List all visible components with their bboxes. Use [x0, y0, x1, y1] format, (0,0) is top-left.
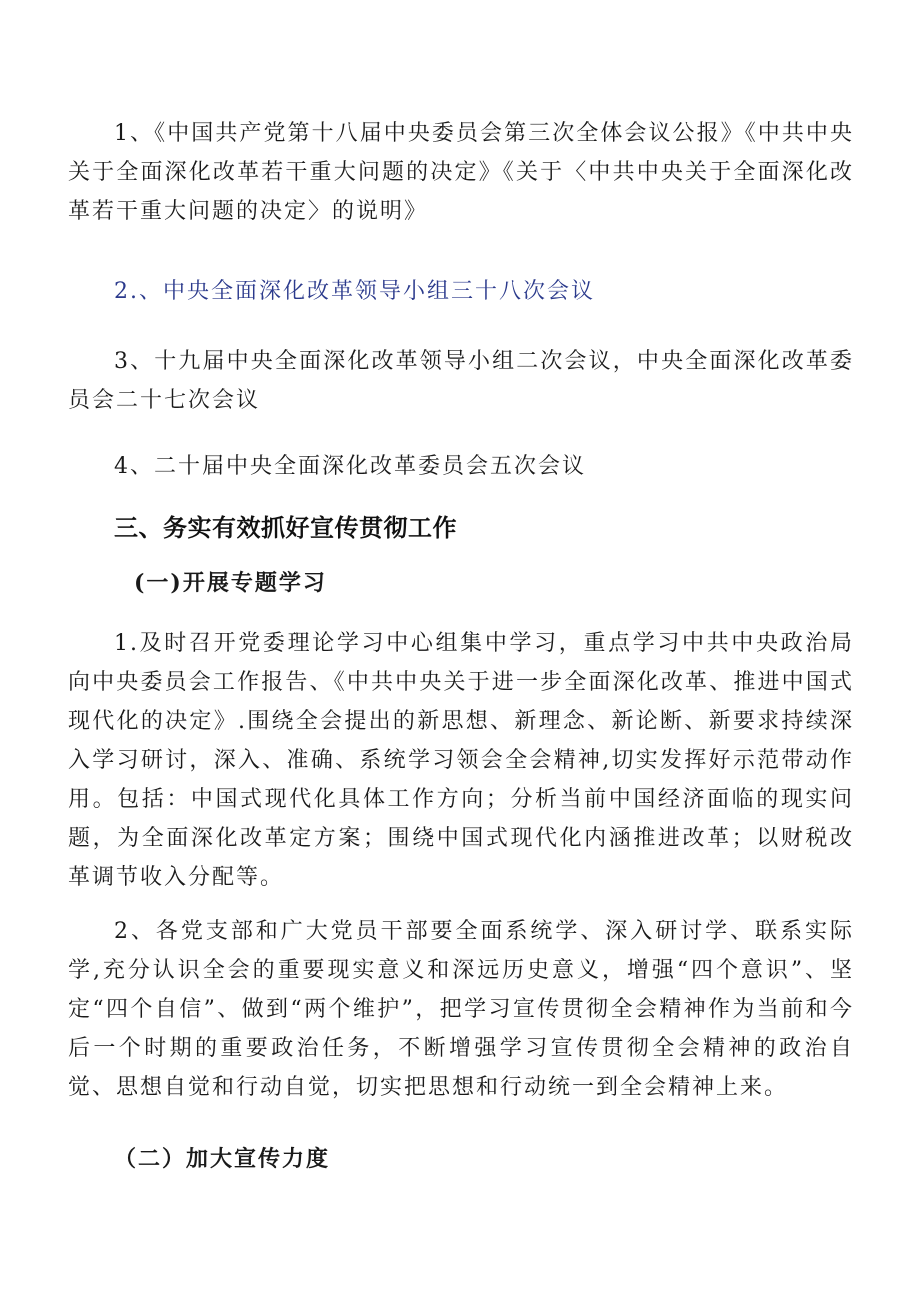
section-heading-3: 三、务实有效抓好宣传贯彻工作 — [114, 514, 457, 542]
list-item-3: 3、十九届中央全面深化改革领导小组二次会议，中央全面深化改革委员会二十七次会议 — [68, 349, 854, 413]
subsection-1-item-2: 2、各党支部和广大党员干部要全面系统学、深入研讨学、联系实际学,充分认识全会的重要现实意义和深远历史意义，增强“四个意识”、坚定“四个自信”、做到“两个维护”，把学习宣传贯彻全会精神作为当前和今后一个时期的重要政治任务，不断增强学习宣传贯彻全会精神的政治自觉、思想自觉和行动自觉，切实把思想和行动统一到全会精神上来。 — [68, 919, 854, 1100]
subsection-heading-2: （二）加大宣传力度 — [114, 1146, 331, 1172]
list-item-2: 2.、中央全面深化改革领导小组三十八次会议 — [114, 279, 595, 304]
list-item-4: 4、二十届中央全面深化改革委员会五次会议 — [114, 454, 586, 479]
list-item-1: 1、《中国共产党第十八届中央委员会第三次全体会议公报》《中共中央关于全面深化改革若干重大问题的决定》《关于〈中共中央关于全面深化改革若干重大问题的决定〉的说明》 — [68, 121, 854, 224]
subsection-heading-1: (一)开展专题学习 — [134, 570, 327, 596]
subsection-1-item-1: 1.及时召开党委理论学习中心组集中学习，重点学习中共中央政治局向中央委员会工作报告、《中共中央关于进一步全面深化改革、推进中国式现代化的决定》.围绕全会提出的新思想、新理念、新论断、新要求持续深入学习研讨，深入、准确、系统学习领会全会精神,切实发挥好示范带动作用。包括：中国式现代化具体工作方向；分析当前中国经济面临的现实问题，为全面深化改革定方案；围绕中国式现代化内涵推进改革；以财税改革调节收入分配等。 — [68, 631, 854, 890]
